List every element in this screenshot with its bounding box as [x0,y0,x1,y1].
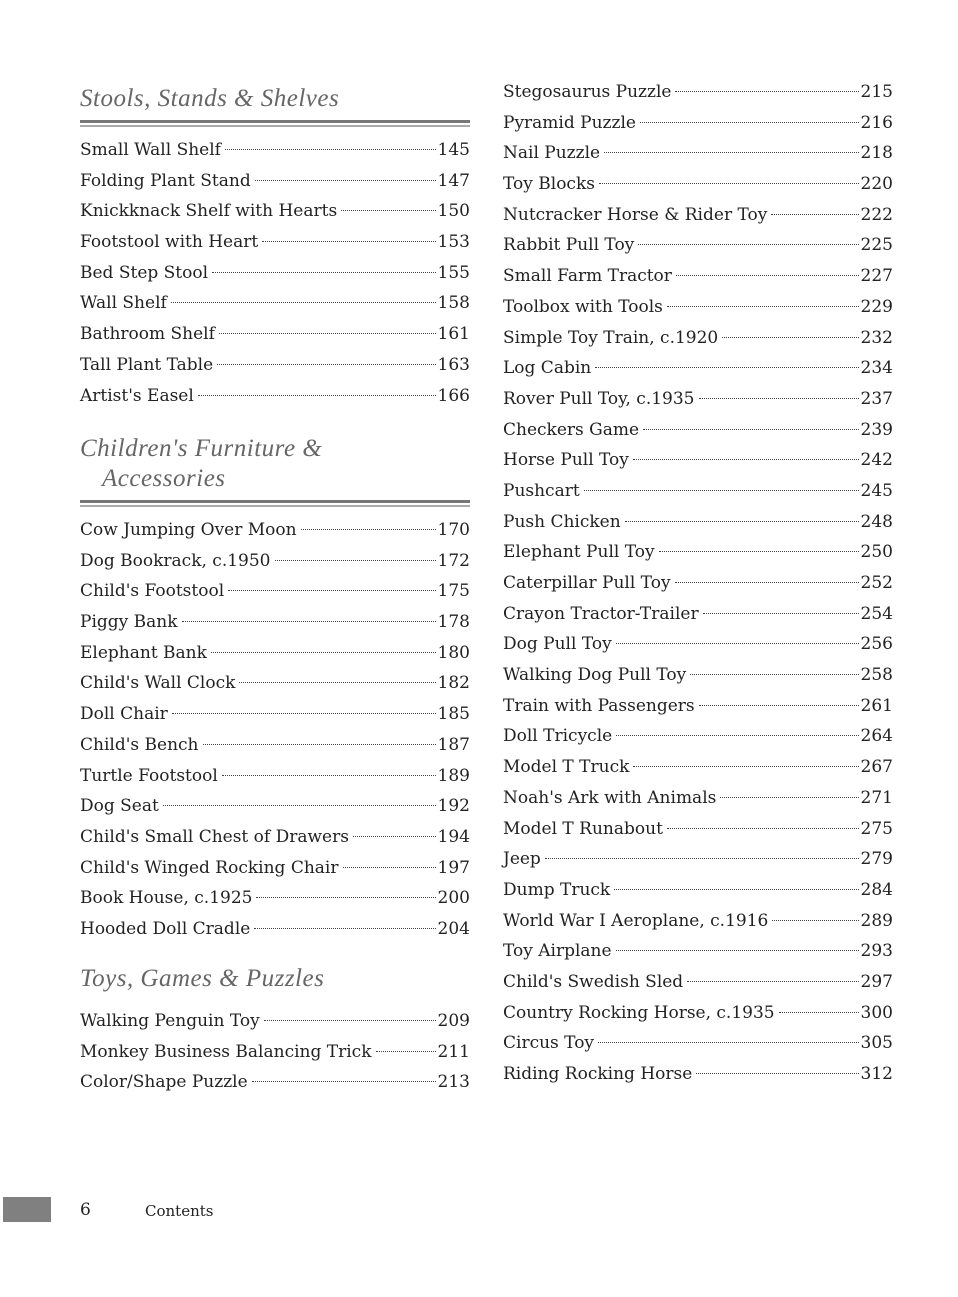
toc-entry[interactable] [503,814,893,845]
entry-title: Simple Toy Train, c.1920 [503,327,719,348]
entry-title: Rabbit Pull Toy [503,235,635,256]
dot-leader [675,91,858,92]
entry-page: 187 [437,734,470,755]
entry-page: 150 [437,201,470,222]
toc-entry[interactable] [80,166,470,197]
entry-page: 271 [860,787,893,808]
entry-title: Doll Tricycle [503,726,613,747]
dot-leader [198,395,436,396]
toc-entry[interactable] [503,261,893,292]
dot-leader [667,306,859,307]
entry-page: 182 [437,673,470,694]
dot-leader [772,920,858,921]
dot-leader [275,560,436,561]
toc-entry[interactable] [80,227,470,258]
toc-entry[interactable] [80,791,470,822]
entry-title: Checkers Game [503,419,640,440]
toc-section [80,964,470,1098]
dot-leader [255,180,436,181]
toc-entry[interactable] [80,699,470,730]
entry-page: 145 [437,140,470,160]
dot-leader [171,302,436,303]
dot-leader [720,797,858,798]
entry-title: Piggy Bank [80,612,178,633]
toc-entry[interactable] [80,914,470,945]
entry-page: 178 [437,612,470,633]
entry-page: 163 [437,354,470,375]
entry-title: Child's Wall Clock [80,673,236,694]
toc-entry[interactable] [503,507,893,538]
dot-leader [604,152,858,153]
entry-page: 153 [437,232,470,253]
toc-entry[interactable] [503,200,893,231]
right-column [503,77,893,1090]
entry-title: World War I Aeroplane, c.1916 [503,910,769,931]
entry-page: 279 [860,849,893,870]
entry-page: 220 [860,174,893,195]
entry-title: Hooded Doll Cradle [80,918,251,939]
dot-leader [343,867,436,868]
entry-title: Circus Toy [503,1033,595,1054]
entry-title: Pushcart [503,480,580,501]
dot-leader [687,981,858,982]
toc-entry[interactable] [503,384,893,415]
dot-leader [301,529,436,530]
entry-page: 189 [437,765,470,786]
dot-leader [699,705,859,706]
entry-title: Jeep [503,849,541,870]
entry-page: 297 [860,971,893,992]
entry-title: Model T Runabout [503,818,663,839]
toc-entry[interactable] [503,108,893,139]
toc-entry[interactable] [503,783,893,814]
entry-title: Train with Passengers [503,695,695,716]
dot-leader [616,950,859,951]
toc-entry[interactable] [503,568,893,599]
entry-title: Small Wall Shelf [80,140,221,160]
entry-page: 237 [860,388,893,409]
toc-entry[interactable] [503,721,893,752]
entry-page: 172 [437,550,470,571]
entry-title: Toy Airplane [503,941,612,962]
toc-entry[interactable] [80,761,470,792]
footer-tab-marker [3,1197,51,1222]
dot-leader [659,551,859,552]
toc-section [80,84,470,411]
entry-title: Color/Shape Puzzle [80,1072,248,1093]
dot-leader [599,183,859,184]
entry-page: 250 [860,542,893,563]
entry-title: Child's Bench [80,734,199,755]
entry-page: 275 [860,818,893,839]
dot-leader [353,836,436,837]
entry-title: Dump Truck [503,879,611,900]
toc-entry[interactable] [503,353,893,384]
entry-page: 192 [437,796,470,817]
toc-entry[interactable] [503,415,893,446]
dot-leader [598,1042,859,1043]
section-heading [80,434,470,494]
dot-leader [172,713,436,714]
entry-title: Wall Shelf [80,293,167,314]
toc-entry[interactable] [80,668,470,699]
entry-page: 204 [437,918,470,939]
entry-page: 211 [437,1041,470,1062]
dot-leader [341,210,435,211]
entry-title: Walking Penguin Toy [80,1011,260,1031]
toc-entry[interactable] [503,998,893,1029]
entry-page: 209 [437,1011,470,1031]
entry-title: Child's Small Chest of Drawers [80,826,349,847]
toc-entry[interactable] [80,822,470,853]
entry-page: 300 [860,1002,893,1023]
toc-entry[interactable] [503,967,893,998]
dot-leader [239,682,435,683]
toc-entry[interactable] [503,537,893,568]
section-rule [80,500,470,507]
dot-leader [779,1012,859,1013]
entry-title: Monkey Business Balancing Trick [80,1041,372,1062]
toc-entry[interactable] [503,844,893,875]
dot-leader [219,333,436,334]
dot-leader [211,652,436,653]
entry-title: Doll Chair [80,704,168,725]
entry-page: 284 [860,879,893,900]
entry-page: 215 [860,82,893,102]
entry-title: Child's Swedish Sled [503,971,684,992]
toc-entry[interactable] [503,599,893,630]
entry-page: 245 [860,480,893,501]
entry-page: 185 [437,704,470,725]
toc-entry[interactable] [503,752,893,783]
toc-entry[interactable] [80,883,470,914]
toc-entry[interactable] [80,546,470,577]
entry-title: Horse Pull Toy [503,450,629,471]
entry-page: 242 [860,450,893,471]
entry-title: Book House, c.1925 [80,888,253,909]
dot-leader [699,398,859,399]
entry-page: 216 [860,112,893,133]
dot-leader [616,735,858,736]
dot-leader [228,590,435,591]
dot-leader [667,828,859,829]
entry-page: 227 [860,266,893,287]
page-number: 6 [80,1200,91,1220]
entry-title: Rover Pull Toy, c.1935 [503,388,695,409]
dot-leader [640,122,859,123]
toc-entry[interactable] [80,607,470,638]
dot-leader [771,214,858,215]
dot-leader [614,889,858,890]
toc-entry[interactable] [503,691,893,722]
entry-title: Dog Pull Toy [503,634,612,655]
entry-title: Small Farm Tractor [503,266,672,287]
dot-leader [163,805,436,806]
dot-leader [633,459,859,460]
dot-leader [625,521,859,522]
entry-title: Nail Puzzle [503,143,601,164]
toc-entry[interactable] [80,350,470,381]
entry-title: Child's Winged Rocking Chair [80,857,339,878]
entry-page: 155 [437,262,470,283]
entry-title: Nutcracker Horse & Rider Toy [503,204,768,225]
dot-leader [376,1051,436,1052]
entry-page: 200 [437,888,470,909]
entry-title: Push Chicken [503,511,621,532]
entry-title: Pyramid Puzzle [503,112,636,133]
dot-leader [254,928,435,929]
entry-title: Folding Plant Stand [80,170,251,191]
toc-entry[interactable] [80,730,470,761]
entry-page: 170 [437,520,470,540]
dot-leader [182,621,436,622]
toc-entry[interactable] [80,135,470,166]
toc-entry[interactable] [80,258,470,289]
entry-page: 166 [437,385,470,406]
toc-entry[interactable] [80,319,470,350]
entry-page: 161 [437,324,470,345]
entry-page: 264 [860,726,893,747]
toc-entry[interactable] [503,936,893,967]
entry-page: 234 [860,358,893,379]
toc-entry[interactable] [503,169,893,200]
entry-page: 218 [860,143,893,164]
dot-leader [252,1081,436,1082]
entry-page: 197 [437,857,470,878]
toc-entry[interactable] [80,638,470,669]
entry-title: Elephant Pull Toy [503,542,655,563]
dot-leader [676,275,859,276]
toc-entry[interactable] [80,288,470,319]
toc-entry[interactable] [503,660,893,691]
toc-entry[interactable] [80,515,470,546]
entry-title: Cow Jumping Over Moon [80,520,297,540]
toc-entry[interactable] [503,629,893,660]
entry-page: 225 [860,235,893,256]
dot-leader [690,674,858,675]
dot-leader [696,1073,858,1074]
entry-page: 261 [860,695,893,716]
dot-leader [722,337,858,338]
entry-page: 229 [860,296,893,317]
entry-title: Toy Blocks [503,174,595,195]
toc-entry[interactable] [80,576,470,607]
entry-page: 232 [860,327,893,348]
section-heading [80,84,470,114]
entry-title: Stegosaurus Puzzle [503,82,672,102]
entry-title: Dog Bookrack, c.1950 [80,550,271,571]
running-footer: Contents [145,1202,214,1220]
dot-leader [203,744,436,745]
dot-leader [222,775,436,776]
dot-leader [633,766,858,767]
section-heading-line: Accessories [102,465,226,492]
entry-page: 147 [437,170,470,191]
section-rule [80,120,470,127]
dot-leader [638,244,858,245]
toc-entry[interactable] [80,381,470,412]
entry-page: 267 [860,757,893,778]
toc-entry[interactable] [80,853,470,884]
entry-page: 293 [860,941,893,962]
entry-page: 175 [437,581,470,602]
section-heading [80,964,470,994]
section-heading-line: Toys, Games & Puzzles [80,965,325,992]
entry-page: 289 [860,910,893,931]
entry-page: 180 [437,642,470,663]
toc-section [80,434,470,945]
toc-entry[interactable] [503,138,893,169]
entry-page: 239 [860,419,893,440]
entry-page: 158 [437,293,470,314]
dot-leader [595,367,858,368]
entry-title: Dog Seat [80,796,159,817]
dot-leader [262,241,435,242]
entry-page: 252 [860,573,893,593]
toc-entry[interactable] [503,1028,893,1059]
toc-entry[interactable] [503,1059,893,1090]
entry-page: 254 [860,603,893,624]
entry-page: 248 [860,511,893,532]
dot-leader [545,858,859,859]
entry-title: Crayon Tractor-Trailer [503,603,699,624]
toc-entry[interactable] [80,1037,470,1068]
toc-entry[interactable] [503,875,893,906]
entry-title: Elephant Bank [80,642,207,663]
toc-entry[interactable] [80,1067,470,1098]
dot-leader [643,429,858,430]
entry-title: Turtle Footstool [80,765,218,786]
toc-entry[interactable] [503,906,893,937]
entry-page: 305 [860,1033,893,1054]
entry-title: Bathroom Shelf [80,324,215,345]
dot-leader [212,272,435,273]
dot-leader [225,149,436,150]
toc-entry[interactable] [503,323,893,354]
toc-entry[interactable] [503,476,893,507]
section-heading-line: Children's Furniture & [80,435,323,462]
dot-leader [675,582,859,583]
entry-page: 256 [860,634,893,655]
toc-entry[interactable] [503,292,893,323]
dot-leader [584,490,859,491]
entry-title: Walking Dog Pull Toy [503,665,687,686]
entry-page: 222 [860,204,893,225]
entry-title: Country Rocking Horse, c.1935 [503,1002,775,1023]
entry-title: Caterpillar Pull Toy [503,573,671,593]
dot-leader [256,897,435,898]
toc-entry[interactable] [503,445,893,476]
entry-title: Model T Truck [503,757,630,778]
entry-page: 312 [860,1064,893,1084]
dot-leader [264,1020,436,1021]
entry-title: Footstool with Heart [80,232,259,253]
entry-page: 194 [437,826,470,847]
entry-title: Knickknack Shelf with Hearts [80,201,338,222]
dot-leader [217,364,435,365]
entry-title: Tall Plant Table [80,354,214,375]
dot-leader [703,613,859,614]
entry-title: Artist's Easel [80,385,194,406]
toc-entry[interactable] [80,1006,470,1037]
toc-entry[interactable] [503,77,893,108]
entry-title: Noah's Ark with Animals [503,787,717,808]
section-heading-line: Stools, Stands & Shelves [80,85,340,112]
entry-title: Toolbox with Tools [503,296,663,317]
toc-entry[interactable] [503,230,893,261]
toc-entry[interactable] [80,196,470,227]
entry-title: Bed Step Stool [80,262,209,283]
entry-page: 213 [437,1072,470,1093]
entry-title: Child's Footstool [80,581,225,602]
entry-title: Log Cabin [503,358,592,379]
entry-title: Riding Rocking Horse [503,1064,693,1084]
dot-leader [616,643,859,644]
entry-page: 258 [860,665,893,686]
